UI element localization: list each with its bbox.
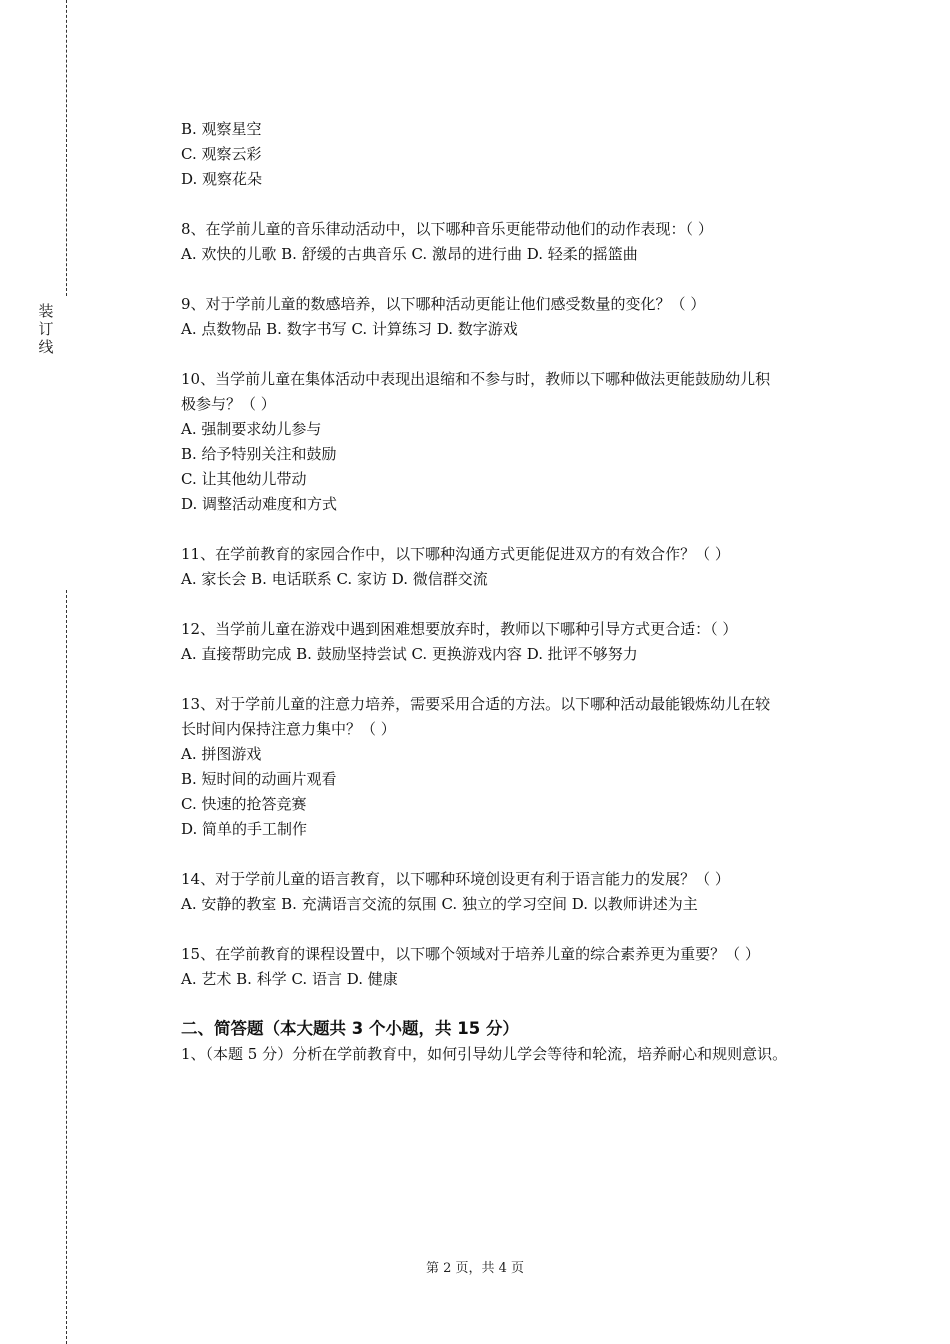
binding-label bbox=[36, 302, 56, 356]
binding-dashed-line-top bbox=[66, 0, 67, 296]
option-row: A. 欢快的儿歌 B. 舒缓的古典音乐 C. 激昂的进行曲 D. 轻柔的摇篮曲 bbox=[181, 245, 638, 263]
question-15 bbox=[181, 942, 881, 992]
option: A. 拼图游戏 bbox=[181, 745, 262, 763]
option-row: A. 直接帮助完成 B. 鼓励坚持尝试 C. 更换游戏内容 D. 批评不够努力 bbox=[181, 645, 638, 663]
option: D. 调整活动难度和方式 bbox=[181, 495, 338, 513]
question-stem: 8、在学前儿童的音乐律动活动中，以下哪种音乐更能带动他们的动作表现：（ ） bbox=[181, 220, 713, 238]
question-stem: 14、对于学前儿童的语言教育，以下哪种环境创设更有利于语言能力的发展？（ ） bbox=[181, 870, 730, 888]
option: A. 强制要求幼儿参与 bbox=[181, 420, 322, 438]
question-12 bbox=[181, 617, 881, 667]
question-14 bbox=[181, 867, 881, 917]
option: C. 让其他幼儿带动 bbox=[181, 470, 307, 488]
exam-content bbox=[181, 117, 881, 1067]
option: B. 观察星空 bbox=[181, 120, 262, 138]
question-stem: 15、在学前教育的课程设置中，以下哪个领域对于培养儿童的综合素养更为重要？（ ） bbox=[181, 945, 760, 963]
binding-char: 装 bbox=[38, 302, 54, 320]
option: D. 简单的手工制作 bbox=[181, 820, 308, 838]
question-9 bbox=[181, 292, 881, 342]
question-8 bbox=[181, 217, 881, 267]
binding-dashed-line-bottom bbox=[66, 590, 67, 1344]
question-stem: 11、在学前教育的家园合作中，以下哪种沟通方式更能促进双方的有效合作？（ ） bbox=[181, 545, 730, 563]
question-stem-continued: 长时间内保持注意力集中？（ ） bbox=[181, 720, 396, 738]
question-7-continued bbox=[181, 117, 881, 192]
option-row: A. 艺术 B. 科学 C. 语言 D. 健康 bbox=[181, 970, 398, 988]
option-row: A. 家长会 B. 电话联系 C. 家访 D. 微信群交流 bbox=[181, 570, 488, 588]
option-row: A. 点数物品 B. 数字书写 C. 计算练习 D. 数字游戏 bbox=[181, 320, 518, 338]
question-stem: 13、对于学前儿童的注意力培养，需要采用合适的方法。以下哪种活动最能锻炼幼儿在较 bbox=[181, 695, 771, 713]
option: C. 快速的抢答竞赛 bbox=[181, 795, 307, 813]
question-stem: 10、当学前儿童在集体活动中表现出退缩和不参与时，教师以下哪种做法更能鼓励幼儿积 bbox=[181, 370, 771, 388]
option-row: A. 安静的教室 B. 充满语言交流的氛围 C. 独立的学习空间 D. 以教师讲述为主 bbox=[181, 895, 698, 913]
option: D. 观察花朵 bbox=[181, 170, 263, 188]
question-11 bbox=[181, 542, 881, 592]
short-answer-question-1: 1、（本题 5 分）分析在学前教育中，如何引导幼儿学会等待和轮流，培养耐心和规则意识。 bbox=[181, 1045, 788, 1063]
option: B. 短时间的动画片观看 bbox=[181, 770, 337, 788]
section-title: 二、简答题（本大题共 3 个小题，共 15 分） bbox=[181, 1019, 519, 1038]
page-footer: 第 2 页，共 4 页 bbox=[425, 1261, 525, 1276]
question-13 bbox=[181, 692, 881, 842]
question-stem-continued: 极参与？（ ） bbox=[181, 395, 276, 413]
binding-char: 线 bbox=[38, 338, 54, 356]
option: C. 观察云彩 bbox=[181, 145, 262, 163]
binding-char: 订 bbox=[38, 320, 54, 338]
question-stem: 9、对于学前儿童的数感培养，以下哪种活动更能让他们感受数量的变化？（ ） bbox=[181, 295, 706, 313]
question-10 bbox=[181, 367, 881, 517]
question-stem: 12、当学前儿童在游戏中遇到困难想要放弃时，教师以下哪种引导方式更合适：（ ） bbox=[181, 620, 738, 638]
option: B. 给予特别关注和鼓励 bbox=[181, 445, 337, 463]
